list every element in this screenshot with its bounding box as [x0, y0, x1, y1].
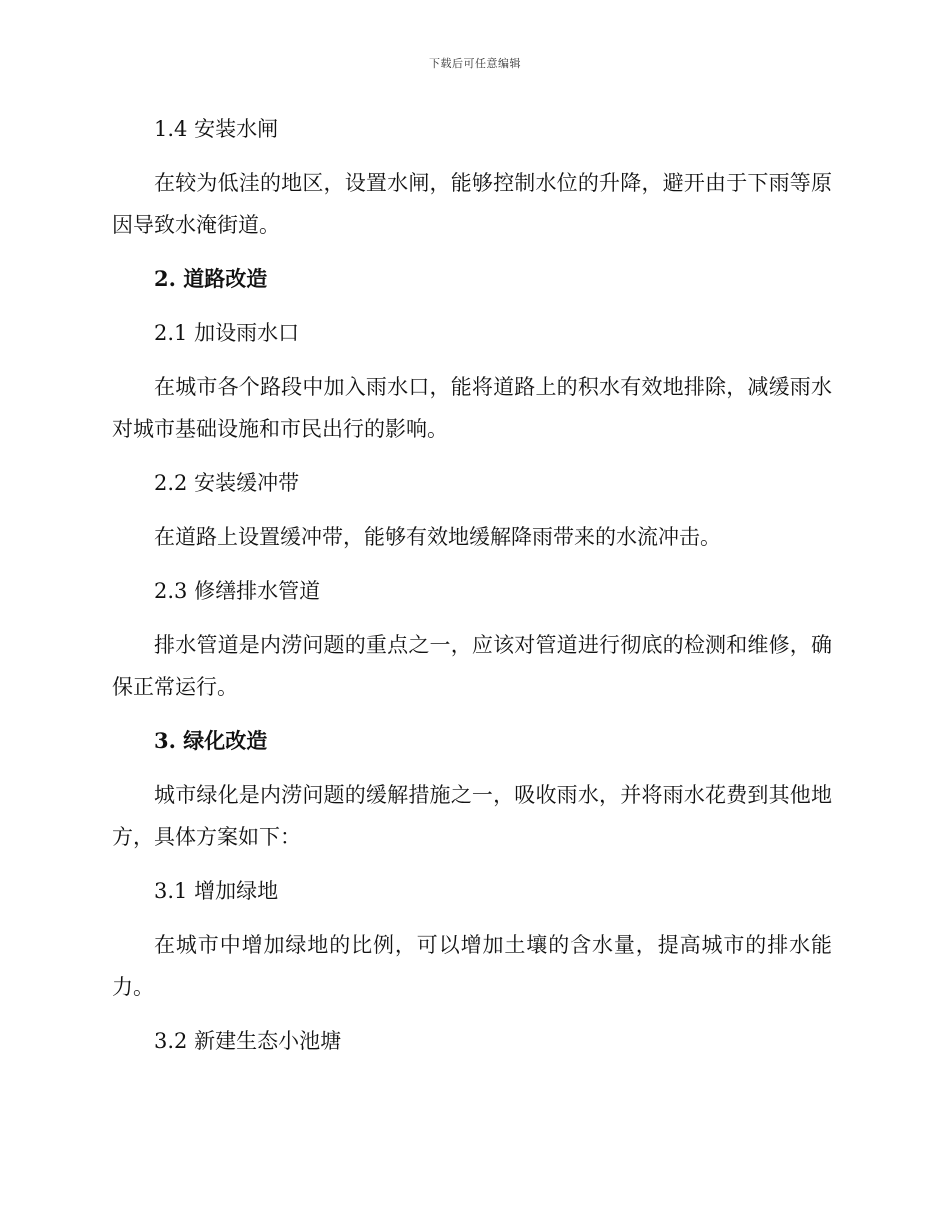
subsection-heading: 1.4 安装水闸 [154, 117, 279, 141]
subsection-heading: 2.1 加设雨水口 [154, 321, 300, 345]
paragraph: 在道路上设置缓冲带，能够有效地缓解降雨带来的水流冲击。 [154, 525, 721, 549]
document-body [112, 108, 832, 1074]
section-heading: 3. 绿化改造 [154, 728, 268, 753]
page-header: 下载后可任意编辑 [429, 57, 521, 70]
paragraph: 排水管道是内涝问题的重点之一，应该对管道进行彻底的检测和维修，确保正常运行。 [112, 633, 832, 699]
section-heading: 2. 道路改造 [154, 266, 268, 291]
paragraph: 在较为低洼的地区，设置水闸，能够控制水位的升降，避开由于下雨等原因导致水淹街道。 [112, 171, 832, 237]
subsection-heading: 2.2 安装缓冲带 [154, 471, 300, 495]
subsection-heading: 2.3 修缮排水管道 [154, 579, 321, 603]
subsection-heading: 3.2 新建生态小池塘 [154, 1029, 342, 1053]
paragraph: 在城市中增加绿地的比例，可以增加土壤的含水量，提高城市的排水能力。 [112, 933, 832, 999]
paragraph: 在城市各个路段中加入雨水口，能将道路上的积水有效地排除，减缓雨水对城市基础设施和市民出行的影响。 [112, 375, 832, 441]
subsection-heading: 3.1 增加绿地 [154, 879, 279, 903]
paragraph: 城市绿化是内涝问题的缓解措施之一，吸收雨水，并将雨水花费到其他地方，具体方案如下： [112, 783, 832, 849]
